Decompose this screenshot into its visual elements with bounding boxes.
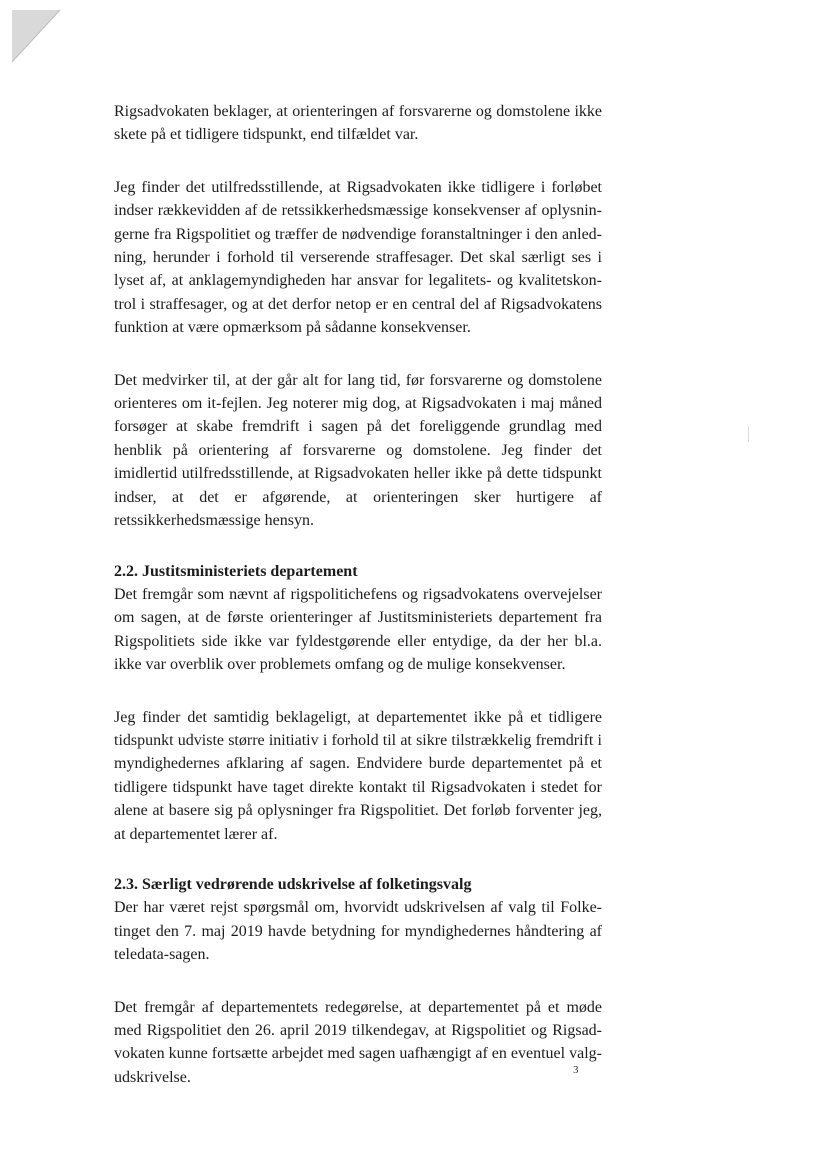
paragraph-rejst-spoergsmaal: Der har været rejst spørgsmål om, hvorvidt udskrivelsen af valg til Folketinget den 7. maj 2019 havde betydning for myndighedernes håndtering af teledata-sagen. — [114, 899, 602, 964]
document-body — [114, 100, 602, 1089]
paragraph-fremgaar-som-naevnt: Det fremgår som nævnt af rigspolitichefens og rigsadvokatens overvejelser om sagen, at de første orienteringer af Justitsministeriets departement fra Rigspolitiets side ikke var fyldestgørende eller entydige, da der her bl.a. ikke var overblik over problemets omfang og de mulige konsekvenser. — [114, 585, 602, 674]
section-heading-2-3: 2.3. Særligt vedrørende udskrivelse af folketingsvalg — [114, 875, 472, 893]
folded-corner-icon — [0, 0, 62, 64]
paragraph-departementets-redegoerelse: Det fremgår af departementets redegørelse, at departementet på et møde med Rigspolitiet den 26. april 2019 tilkendegav, at Rigspolitiet og Rigsadvokaten kunne fortsætte arbejdet med sagen uafhængigt af en eventuel valgudskrivelse. — [114, 998, 602, 1086]
paragraph-medvirker: Det medvirker til, at der går alt for lang tid, før forsvarerne og domstolene orienteres om it-fejlen. Jeg noterer mig dog, at Rigsadvokaten i maj måned forsøger at skabe fremdrift i sagen på det foreliggende grundlag med henblik på orientering af forsvarerne og domstolene. Jeg finder det imidlertid utilfredsstillende, at Rigsadvokaten heller ikke på dette tidspunkt indser, at det er afgørende, at orienteringen sker hurtigere af retssikkerhedsmæssige hensyn. — [114, 371, 602, 530]
paragraph-samtidig-beklageligt: Jeg finder det samtidig beklageligt, at departementet ikke på et tidligere tidspunkt udviste større initiativ i forhold til at sikre tilstrækkelig fremdrift i myndighedernes afklaring af sagen. Endvidere burde departementet på et tidligere tidspunkt have taget direkte kontakt til Rigsadvokaten i stedet for alene at basere sig på oplysninger fra Rigspolitiet. Det forløb forventer jeg, at departementet lærer af. — [114, 708, 602, 843]
section-heading-2-2: 2.2. Justitsministeriets departement — [114, 562, 358, 580]
scan-mark — [748, 426, 749, 442]
paragraph-rigsadvokaten-beklager: Rigsadvokaten beklager, at orienteringen af forsvarerne og domstolene ikke skete på et tidligere tidspunkt, end tilfældet var. — [114, 103, 602, 144]
page-number: 3 — [573, 1064, 579, 1076]
paragraph-utilfredsstillende: Jeg finder det utilfredsstillende, at Rigsadvokaten ikke tidligere i forløbet indser rækkevidden af de retssikkerhedsmæssige konsekvenser af oplysningerne fra Rigspolitiet og træffer de nødvendige foranstaltninger i den anledning, herunder i forhold til verserende straffesager. Det skal særligt ses i lyset af, at anklagemyndigheden har ansvar for legalitets- og kvalitetskontrol i straffesager, og at det derfor netop er en central del af Rigsadvokatens funktion at være opmærksom på sådanne konsekvenser. — [114, 178, 602, 337]
